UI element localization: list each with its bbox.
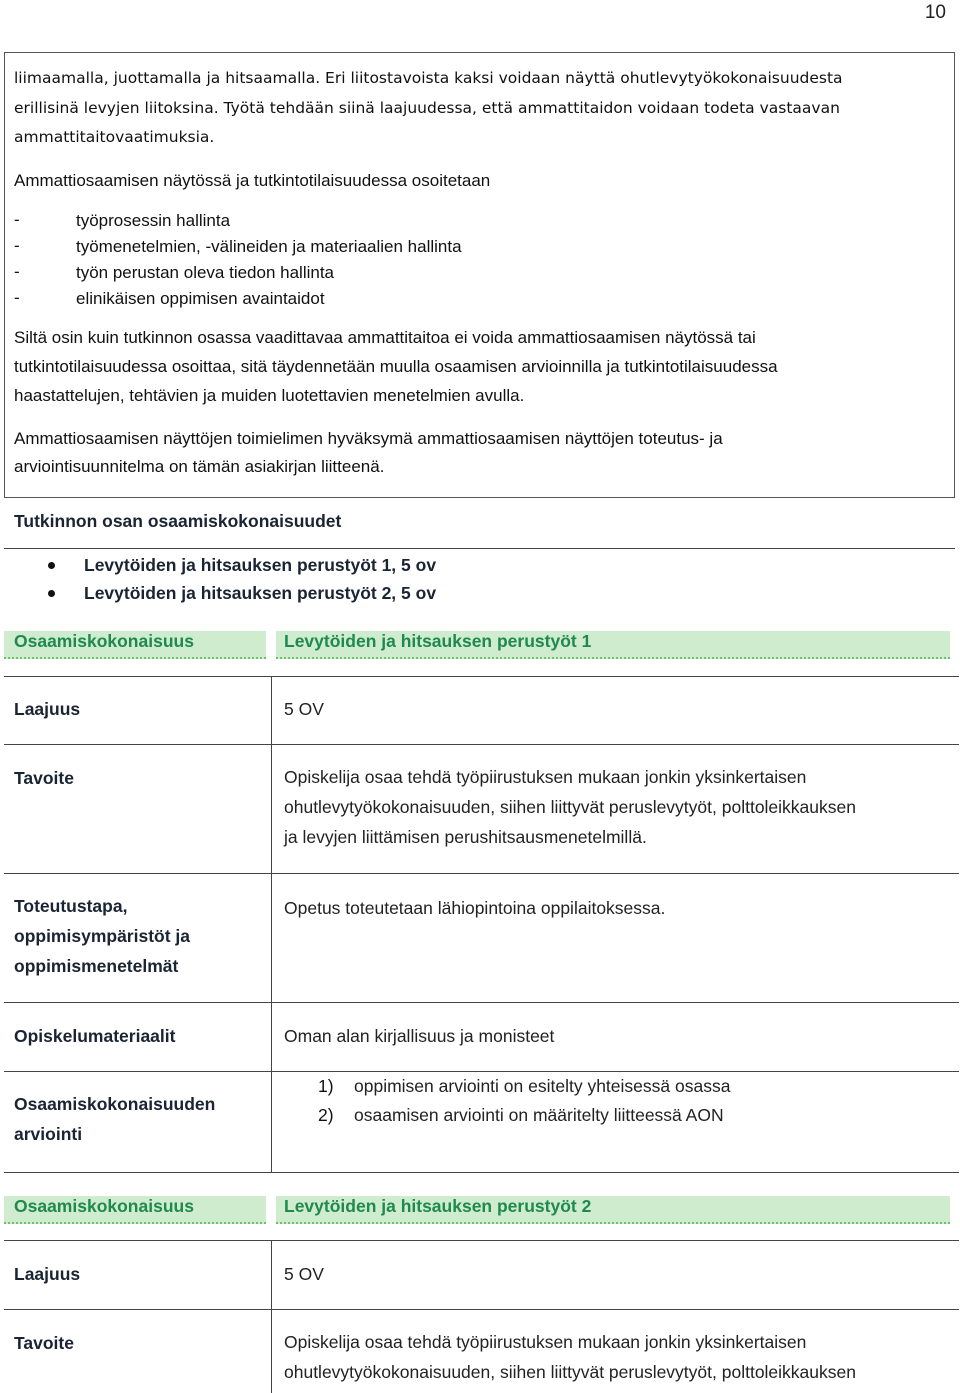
tavoite-line: Opiskelija osaa tehdä työpiirustuksen mukaan jonkin yksinkertaisen <box>284 767 807 787</box>
paragraph-line: haastattelujen, tehtävien ja muiden luotettavien menetelmien avulla. <box>14 386 525 405</box>
row-divider <box>4 744 959 745</box>
arviointi-label: Osaamiskokonaisuuden <box>14 1094 216 1114</box>
laajuus-value: 5 OV <box>284 1264 324 1284</box>
bullet-icon <box>48 562 55 569</box>
ordered-number: 1) <box>318 1076 334 1096</box>
addressed-heading: Ammattiosaamisen näytössä ja tutkintotilaisuudessa osoitetaan <box>14 171 491 190</box>
paragraph-line: arviointisuunnitelma on tämän asiakirjan liitteenä. <box>14 457 385 476</box>
block-header-label: Osaamiskokonaisuus <box>14 1196 194 1216</box>
tavoite-line: ohutlevytyökokonaisuuden, siihen liittyvät peruslevytyöt, polttoleikkauksen <box>284 797 856 817</box>
paragraph-line: tutkintotilaisuudessa osoittaa, sitä täydennetään muulla osaamisen arvioinnilla ja tutkintotilaisuudessa <box>14 357 778 376</box>
arviointi-label: arviointi <box>14 1124 83 1144</box>
list-item: työprosessin hallinta <box>76 211 231 230</box>
divider <box>4 548 955 549</box>
arviointi-item: oppimisen arviointi on esitelty yhteisessä osassa <box>354 1076 731 1096</box>
tavoite-line: ja levyjen liittämisen perushitsausmenetelmillä. <box>284 827 647 847</box>
materiaalit-label: Opiskelumateriaalit <box>14 1026 176 1046</box>
tavoite-label: Tavoite <box>14 768 74 788</box>
block-header-value: Levytöiden ja hitsauksen perustyöt 1 <box>284 631 592 651</box>
intro-line: liimaamalla, juottamalla ja hitsaamalla. Eri liitostavoista kaksi voidaan näyttä ohutlevytyökokonaisuudesta <box>14 69 843 87</box>
row-divider <box>4 1172 959 1173</box>
row-divider <box>4 873 959 874</box>
list-item: työn perustan oleva tiedon hallinta <box>76 263 335 282</box>
intro-line: erillisinä levyjen liitoksina. Työtä tehdään siinä laajuudessa, että ammattitaidon voidaan todeta vastaavan <box>14 99 840 117</box>
dash-bullet: - <box>14 210 20 229</box>
dash-bullet: - <box>14 262 20 281</box>
column-divider <box>271 676 272 1172</box>
row-divider <box>4 676 959 677</box>
row-divider <box>4 1309 959 1310</box>
block-header-value: Levytöiden ja hitsauksen perustyöt 2 <box>284 1196 592 1216</box>
row-divider <box>4 1002 959 1003</box>
toteutus-label: oppimisympäristöt ja <box>14 926 191 946</box>
bullet-item: Levytöiden ja hitsauksen perustyöt 2, 5 ov <box>84 583 437 603</box>
tavoite-label: Tavoite <box>14 1333 74 1353</box>
toteutus-value: Opetus toteutetaan lähiopintoina oppilaitoksessa. <box>284 898 666 918</box>
intro-line: ammattitaitovaatimuksia. <box>14 128 215 146</box>
paragraph-line: Siltä osin kuin tutkinnon osassa vaadittavaa ammattitaitoa ei voida ammattiosaamisen näytössä tai <box>14 328 756 347</box>
laajuus-label: Laajuus <box>14 699 81 719</box>
dash-bullet: - <box>14 288 20 307</box>
block-header-label: Osaamiskokonaisuus <box>14 631 194 651</box>
paragraph-line: Ammattiosaamisen näyttöjen toimielimen hyväksymä ammattiosaamisen näyttöjen toteutus- ja <box>14 429 723 448</box>
toteutus-label: oppimismenetelmät <box>14 956 179 976</box>
list-item: elinikäisen oppimisen avaintaidot <box>76 289 325 308</box>
laajuus-label: Laajuus <box>14 1264 81 1284</box>
arviointi-item: osaamisen arviointi on määritelty liitteessä AON <box>354 1105 724 1125</box>
row-divider <box>4 1240 959 1241</box>
page-number: 10 <box>924 2 946 23</box>
tavoite-line: ohutlevytyökokonaisuuden, siihen liittyvät peruslevytyöt, polttoleikkauksen <box>284 1362 856 1382</box>
bullet-item: Levytöiden ja hitsauksen perustyöt 1, 5 ov <box>84 555 437 575</box>
list-item: työmenetelmien, -välineiden ja materiaalien hallinta <box>76 237 462 256</box>
bullet-icon <box>48 590 55 597</box>
dash-bullet: - <box>14 236 20 255</box>
materiaalit-value: Oman alan kirjallisuus ja monisteet <box>284 1026 555 1046</box>
laajuus-value: 5 OV <box>284 699 324 719</box>
ordered-number: 2) <box>318 1105 334 1125</box>
toteutus-label: Toteutustapa, <box>14 896 128 916</box>
section-title: Tutkinnon osan osaamiskokonaisuudet <box>14 511 342 531</box>
column-divider <box>271 1240 272 1393</box>
tavoite-line: Opiskelija osaa tehdä työpiirustuksen mukaan jonkin yksinkertaisen <box>284 1332 807 1352</box>
